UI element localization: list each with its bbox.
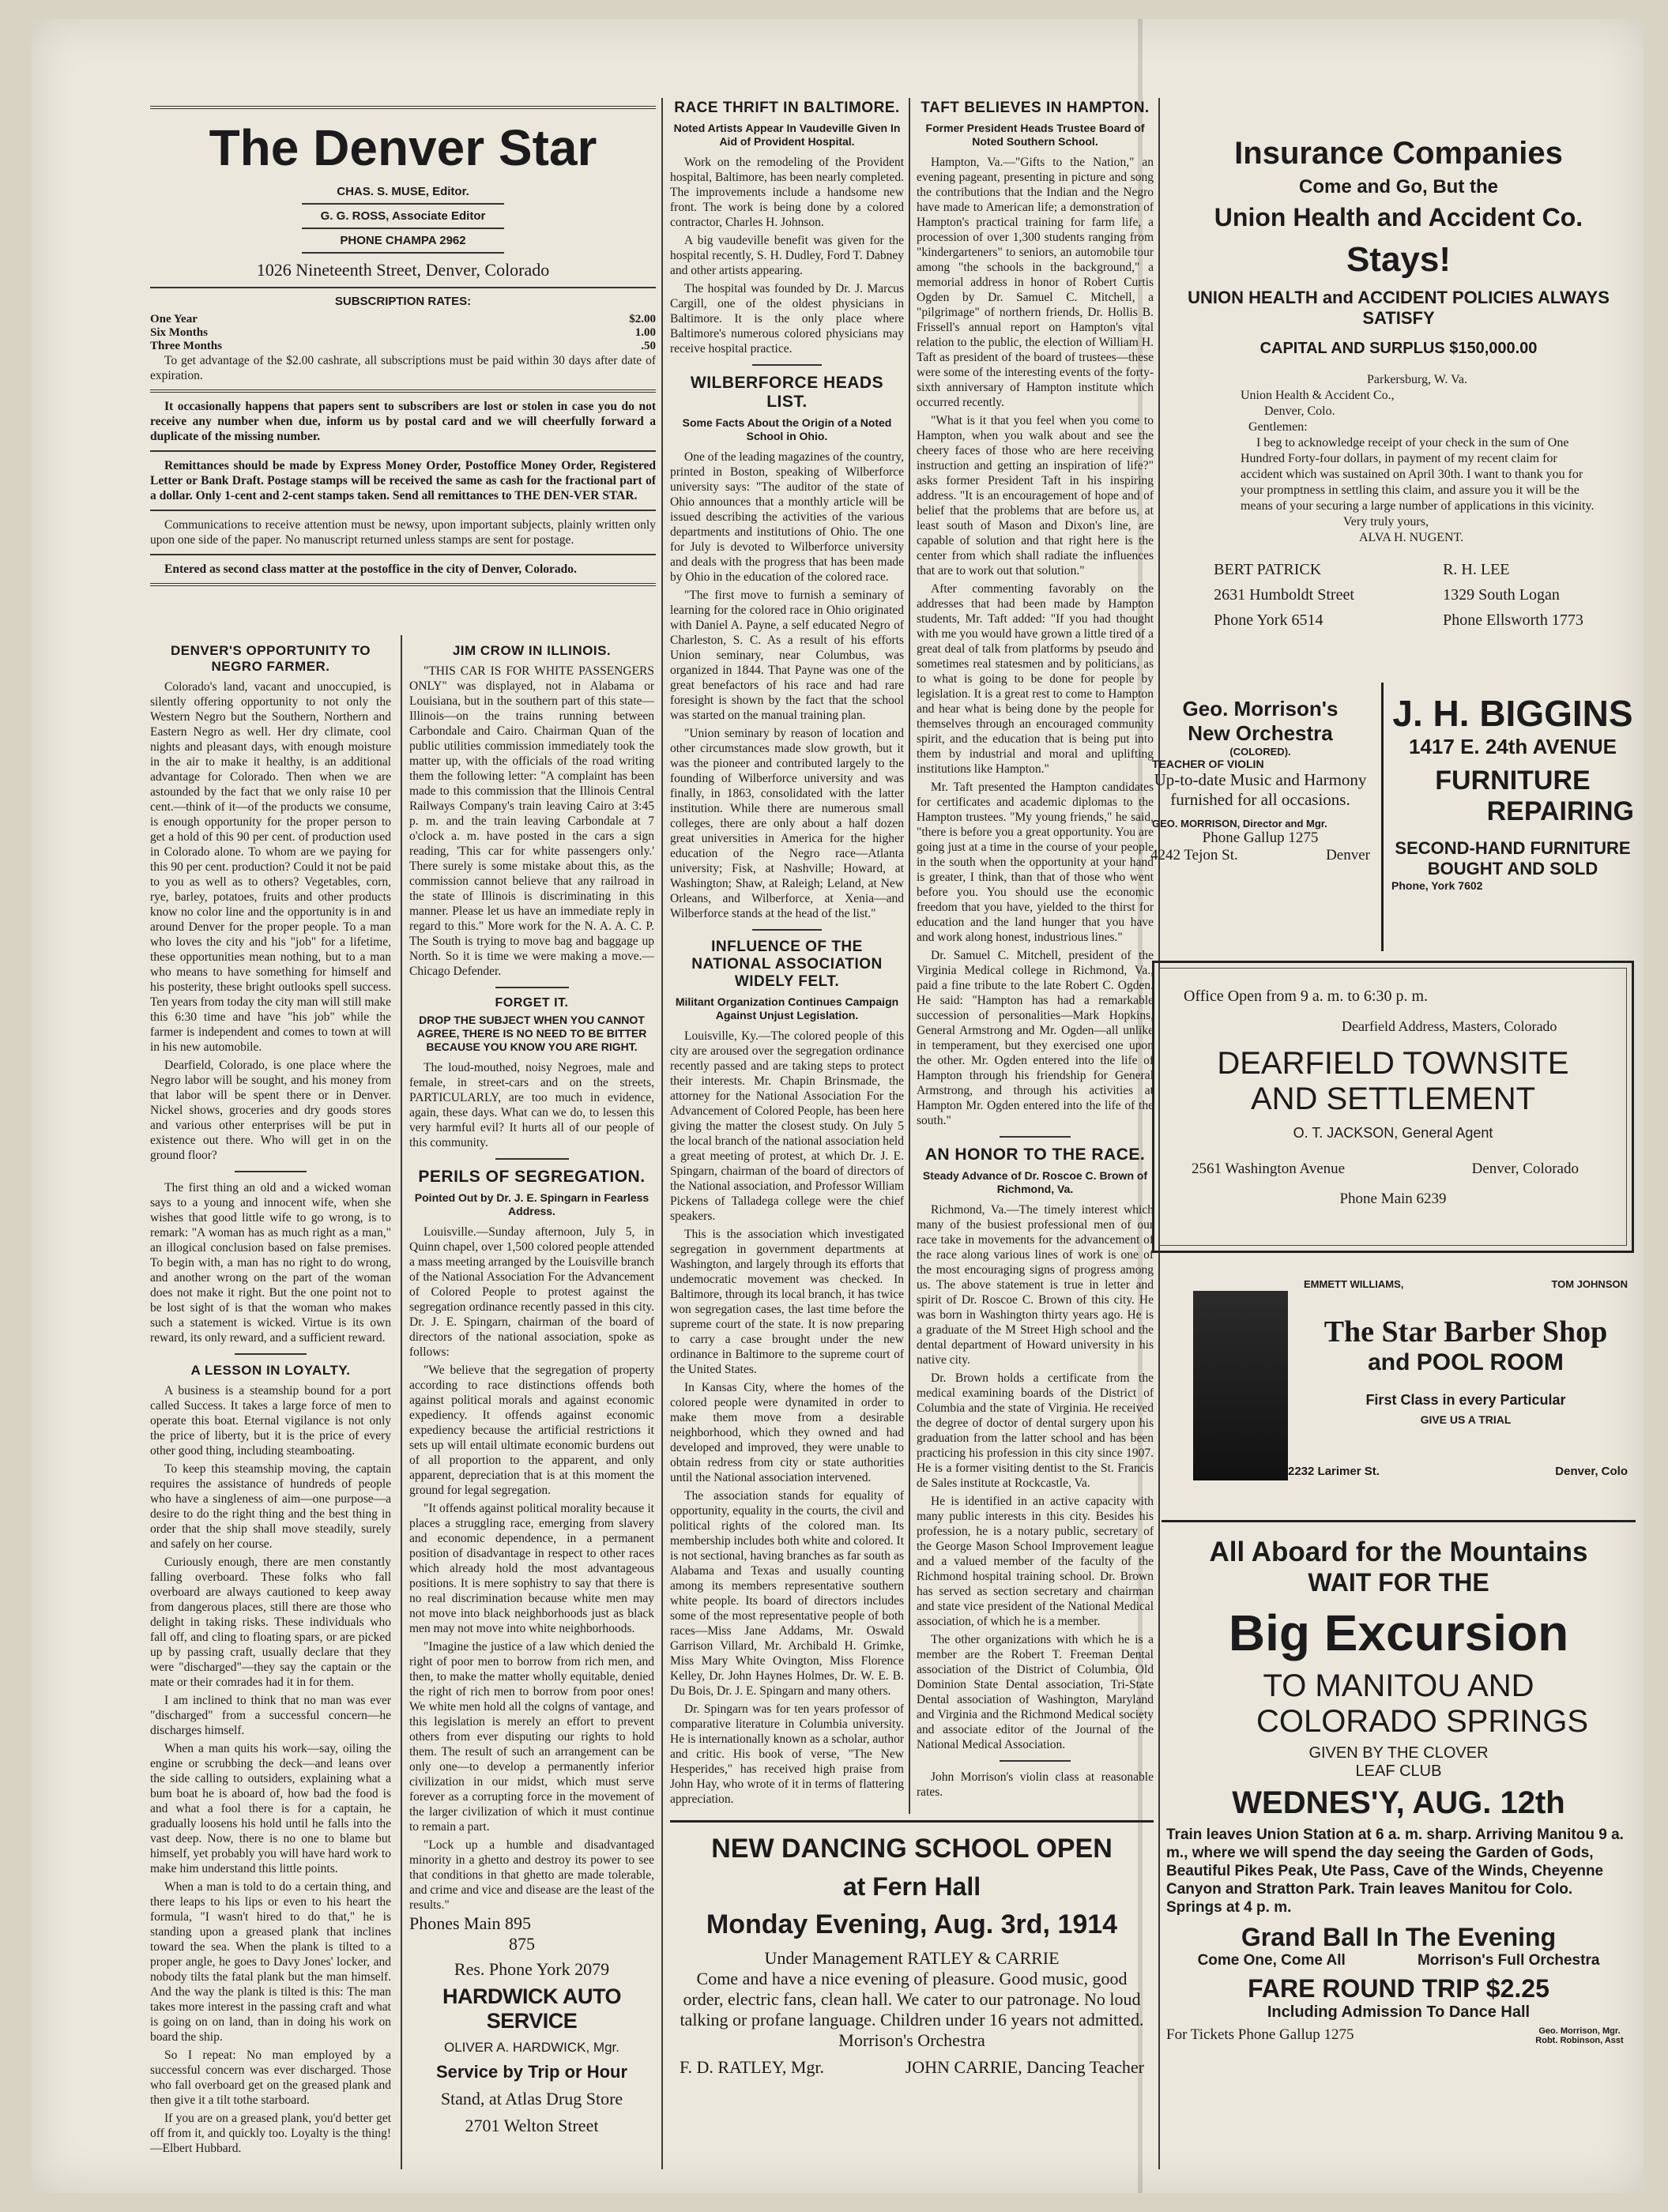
ad-line-row — [1162, 1952, 1636, 1969]
article-title: JIM CROW IN ILLINOIS. — [452, 643, 612, 658]
article-paragraph: Dr. Samuel C. Mitchell, president of the Virginia Medical college in Richmond, Va., paid a fine tribute to the late Robert C. Ogden. He said: "Hampton has had a remarkable succession of personalities—Mark Hopkins, General Armstrong and Mr. Ogden—all unlike in temperament, but they exercised one upon the other. Mr. Ogden entered into the life of Hampton through his friendship for General Armstrong, and through his activities at Hampton Mr. Ogden entered into the life of the south." — [917, 949, 1154, 1127]
ad-footer — [1192, 1161, 1579, 1178]
agent-name: BERT PATRICK — [1214, 561, 1322, 578]
article-paragraph: After commenting favorably on the addresses that had been made by Hampton students, Mr. Taft added: "If you had thought with me you would have grown a little tired of a great deal of talk from platforms by pseudo and sometimes real statesmen and by politicians, as to what is going to be done for people by legislation. It is a great rest to come to Hampton and hear what is being done by the people for themselves through an encouraged community spirit, and the education that is being put into them by industrial and moral and uplifting institutions like Hampton." — [917, 582, 1154, 776]
masthead-phone: PHONE CHAMPA 2962 — [340, 234, 466, 247]
insurance-ad — [1169, 106, 1628, 659]
ad-agent: O. T. JACKSON, General Agent — [1293, 1125, 1493, 1141]
column-1 — [150, 635, 391, 2169]
ad-owners — [1304, 1278, 1628, 1290]
ad-line: LEAF CLUB — [1355, 1762, 1442, 1780]
article-paragraph: The other organizations with which he is a member are the Robert T. Freeman Dental association of the District of Columbia, Old Dominion State Dental association, Tri-State Dental association of Washington, Maryland and Virginia and the Richmond Medical society and associate editor of the Journal of the National Medical Association. — [917, 1633, 1154, 1751]
ad-details: Train leaves Union Station at 6 a. m. sharp. Arriving Manitou 9 a. m., where we will spend the day seeing the Garden of Gods, Beautiful Pikes Peak, Ute Pass, Cave of the Winds, Cheyenne Canyon and Stratton Park. Train leaves Manitou for Colo. Springs at 4 p. m. — [1166, 1826, 1624, 1916]
column-rule — [909, 98, 910, 1814]
article-paragraph: "Lock up a humble and disadvantaged minority in a ghetto and destroy its power to see that conditions in that ghetto are made tolerable, and crime and vice and disease are the least of the results." — [409, 1838, 654, 1912]
ad-title: Insurance Companies — [1234, 136, 1563, 171]
letter-body: I beg to acknowledge receipt of your check in the sum of One Hundred Forty-four dollars, in payment of my recent claim for accident which was sustained on April 30th. I want to thank you for your promptness in settling this claim, and assure you it will be the means of your securing a large number of applications in this vicinity. — [1241, 436, 1595, 513]
ad-phone: Phone Main 6239 — [1339, 1191, 1447, 1207]
article-paragraph: "What is it that you feel when you come to Hampton, when you walk about and see the cheery faces of those who are here receiving instruction and getting an inspiration of life?" asks former President Taft in his inspiring address. "It is an encouragement of hope and of belief that the problems that are before us, at least south of Mason and Dixon's line, are capable of solution and that right here is the center from which shall radiate the influences that are to work out that solution." — [917, 414, 1154, 577]
ad-colored: (COLORED). — [1229, 746, 1291, 758]
ad-phone: Phone Gallup 1275 — [1202, 830, 1319, 846]
ad-managers: Geo. Morrison, Mgr. Robt. Robinson, Asst — [1535, 2026, 1624, 2045]
article-paragraph: A big vaudeville benefit was given for the hospital recently, S. H. Dudley, Ford T. Dabney and other artists appearing. — [670, 234, 904, 277]
ad-line: All Aboard for the Mountains — [1209, 1537, 1588, 1567]
ad-line: WAIT FOR THE — [1308, 1568, 1489, 1597]
column-3 — [670, 98, 904, 1814]
ad-city: Denver, Colo — [1555, 1465, 1628, 1478]
notice-lost-papers: It occasionally happens that papers sent to subscribers are lost or stolen in case you do not receive any number when due, inform us by postal card and we will cheerfully forward a duplicate of the missing number. — [150, 400, 656, 443]
ad-company: Union Health and Accident Co. — [1214, 203, 1583, 231]
agent-address: 1329 South Logan — [1443, 586, 1560, 604]
article-paragraph: Dr. Spingarn was for ten years professor of comparative literature in Columbia university. He is internationally known as a scholar, author and critic. His book of verse, "The New Hesperides," has received high praise from John Hay, who wrote of it in terms of flattering appreciation. — [670, 1702, 904, 1806]
ad-fare: FARE ROUND TRIP $2.25 — [1248, 1974, 1549, 2003]
agent-phone: Phone Ellsworth 1773 — [1443, 611, 1583, 629]
agent-name: R. H. LEE — [1443, 561, 1510, 578]
article-title: PERILS OF SEGREGATION. — [418, 1168, 646, 1186]
ad-director: GEO. MORRISON, Director and Mgr. — [1152, 818, 1327, 830]
ad-service: Service by Trip or Hour — [435, 2062, 628, 2082]
notice-communications: Communications to receive attention must be newsy, upon important subjects, plainly written only upon one side of the paper. No manuscript returned unless stamps are sent for postage. — [150, 518, 656, 547]
ad-business-name: HARDWICK AUTO SERVICE — [442, 1984, 621, 2033]
article-title: WILBERFORCE HEADS LIST. — [690, 374, 884, 411]
ad-teacher: JOHN CARRIE, Dancing Teacher — [905, 2057, 1144, 2077]
article-subtitle: Militant Organization Continues Campaign Against Unjust Legislation. — [675, 995, 899, 1021]
article-paragraph: The loud-mouthed, noisy Negroes, male and female, in street-cars and on the streets, PARTICULARLY, are too much in evidence, again, these days. What can we do, to lessen this very harmful evil? It hurts all of our people of this community. — [409, 1061, 654, 1149]
ad-address: 4242 Tejon St. — [1150, 847, 1238, 863]
ad-owner: EMMETT WILLIAMS, — [1304, 1278, 1404, 1290]
rate-row: Three Months .50 — [150, 340, 656, 352]
ad-line: BOUGHT AND SOLD — [1427, 859, 1598, 878]
article-paragraph: The first thing an old and a wicked woman says to a young and innocent wife, when she wishes that good little wife to go wrong, is to remark: "A woman has as much right as a man," an illogical conclusion based on false premises. To begin with, a man has no right to do wrong, and another wrong on the part of the woman does not make it right. But the one point not to be lost sight of is that the woman who makes such a statement is wicked. Virtue is its own reward, its only reward, and a sufficient reward. — [150, 1181, 391, 1345]
ad-line: NEW DANCING SCHOOL OPEN — [711, 1834, 1113, 1864]
letter-to: Union Health & Accident Co., — [1241, 389, 1395, 402]
entered-note: Entered as second class matter at the postoffice in the city of Denver, Colorado. — [164, 562, 577, 576]
article-title: INFLUENCE OF THE NATIONAL ASSOCIATION WIDELY FELT. — [691, 939, 883, 990]
ad-footer — [1162, 2022, 1636, 2045]
article-title: A LESSON IN LOYALTY. — [190, 1363, 351, 1378]
ad-title: J. H. BIGGINS — [1392, 693, 1633, 734]
article-paragraph: When a man quits his work—say, oiling the engine or scrubbing the deck—and leans over the side calling to outsiders, explaining what a bum boat he is aboard of, how bad the food is and what a fool there is for a captain, he gradually loosens his hold until he falls into the vast deep. Now, there is no one to blame but himself, yet probably you will have hard work to make him understand this little points. — [150, 1742, 391, 1875]
rates-note: To get advantage of the $2.00 cashrate, all subscriptions must be paid within 30 days after date of expiration. — [150, 354, 656, 382]
masthead-title: The Denver Star — [209, 119, 597, 176]
ad-address: 2232 Larimer St. — [1288, 1465, 1380, 1478]
ad-line: at Fern Hall — [842, 1872, 981, 1901]
dearfield-ad — [1152, 961, 1634, 1253]
ad-street: 2561 Washington Avenue — [1192, 1161, 1346, 1177]
article-paragraph: Louisville.—Sunday afternoon, July 5, in Quinn chapel, over 1,500 colored people attended a mass meeting arranged by the Louisville branch of the National Association For the Advancement of Colored People to protest against the segregation ordinance recently passed in this city. Dr. J. E. Spingarn, chairman of the board of directors of the national association, spoke as follows: — [409, 1225, 654, 1359]
article-paragraph: "Imagine the justice of a law which denied the right of poor men to borrow from rich men, and then, to make the matter wholly equitable, denied the right of rich men to borrow from poor ones! We white men hold all the colgns of vantage, and this legislation is merely an effort to prevent others from ever disputing our rights to hold them. The result of such an arrangement can be only one—to develop a permanently inferior civilization in our midst, which must serve forever as a corrupting force in the movement of the larger civilization of which it must continue to remain a part. — [409, 1640, 654, 1834]
article-paragraph: Louisville, Ky.—The colored people of this city are aroused over the segregation ordinance recently passed and are taking steps to protect their interests. Mr. Chapin Brinsmade, the attorney for the National Association For the Advancement of Colored People, has been here giving the matter the closest study. On July 5 the local branch of the national association held a great meeting of protest, at which Dr. J. E. Spingarn, chairman of the board of directors of the National association, and Professor William Pickens of Talladega college were the chief speakers. — [670, 1029, 904, 1223]
ad-city: Denver — [1326, 847, 1370, 863]
masthead-address: 1026 Nineteenth Street, Denver, Colorado — [256, 260, 550, 280]
article-title: AN HONOR TO THE RACE. — [924, 1146, 1146, 1164]
article-paragraph: Richmond, Va.—The timely interest which many of the busiest professional men of our race take in movements for the advancement of the race along various lines of work is one of the most encouraging signs of progress among us. The above statement is true in letter and spirit of Dr. Roscoe C. Brown of this city. He was born in Washington thirty years ago. He is a graduate of the M Street High school and the dental department of Howard university in his native city. — [917, 1203, 1154, 1367]
article-paragraph: Dr. Brown holds a certificate from the medical examining boards of the District of Columbia and the state of Virginia. He received the degree of doctor of dental surgery upon his graduation from the latter school and has been practicing his profession in this city since 1907. He is a former visiting dentist to the St. Francis de Sales institute at Rockcastle, Va. — [917, 1371, 1154, 1490]
ad-title: The Star Barber Shop — [1323, 1315, 1608, 1349]
ad-title: New Orchestra — [1188, 721, 1333, 745]
rates-title: SUBSCRIPTION RATES: — [334, 295, 472, 308]
ad-address: 2701 Welton Street — [465, 2116, 599, 2135]
barber-photo — [1193, 1291, 1288, 1480]
article-paragraph: This is the association which investigated segregation in government departments at Washington, and largely through its efforts that undemocratic movement was checked. In Baltimore, through its local branch, it has twice won segregation cases, the last time before the supreme court of the state. It is now preparing to carry a case brought under the new ordinance in Baltimore to the supreme court of the United States. — [670, 1228, 904, 1376]
article-paragraph: "The first move to furnish a seminary of learning for the colored race in Ohio originated with Daniel A. Payne, a self educated Negro of Charleston, S. C. As a result of his efforts Union seminary, near Columbus, was organized in 1844. That Payne was one of the great benefactors of his race and had rare foresight is shown by the fact that the school was started on the manual training plan. — [670, 589, 904, 722]
rate-row: Six Months 1.00 — [150, 326, 656, 339]
ad-phones-2: 875 — [509, 1934, 535, 1954]
ad-title: Geo. Morrison's — [1182, 697, 1339, 720]
article-paragraph: Curiously enough, there are men constantly falling overboard. These folks who fall overboard are always cautioned to keep away from dangerous places, still there are those who delight in taking risks. These individuals who fall off, and cling to floating spars, or are picked up by passing craft, usually declare that they were "discharged"—they say the captain or the mate or their comrades had it in for them. — [150, 1556, 391, 1689]
article-paragraph: Dearfield, Colorado, is one place where the Negro labor will be sought, and his money from that labor will be spent there or in Denver. Nickel shows, groceries and dry goods stores and various other enterprises will be put in existence out there. Who will get in on the ground floor? — [150, 1059, 391, 1162]
article-subtitle: Noted Artists Appear In Vaudeville Given In Aid of Provident Hospital. — [673, 122, 901, 148]
ad-phone: Phone, York 7602 — [1391, 879, 1483, 892]
agent-address: 2631 Humboldt Street — [1214, 586, 1354, 604]
ad-footer — [1288, 1465, 1628, 1478]
ad-title: DEARFIELD TOWNSITE — [1217, 1046, 1569, 1081]
article-paragraph: "Union seminary by reason of location and other circumstances made slow growth, but it was the pioneer and contributed largely to the founding of Wilberforce university and was finally, in 1863, consolidated with the latter institution. While there are numerous small colleges, there are only about a half dozen great universities in America for the higher education of the Negro race—Atlanta university; Fisk, at Nashville; Howard, at Washington; Shaw, at Raleigh; Leland, at New Orleans, and Wilberforce, at Xenia—and Wilberforce stands at the head of the list." — [670, 727, 904, 920]
article-subtitle: Pointed Out by Dr. J. E. Spingarn in Fearless Address. — [414, 1191, 650, 1217]
ad-manager: F. D. RATLEY, Mgr. — [680, 2057, 825, 2077]
hardwick-auto-ad — [409, 1907, 654, 2168]
ad-agents — [1169, 557, 1628, 633]
article-paragraph: When a man is told to do a certain thing, and there leaps to his lips or even to his heart the formula, "I wasn't hired to do that," he is standing upon a greased plank that inclines toward the sea. When the plank is tilted to a proper angle, he goes to Davy Jones' locker, and nobody tilts the fatal plank but the man himself. And the way the plank is tilted is this: The man takes more interest in the passing craft and what is going on on land, than in doing his work on board the ship. — [150, 1880, 391, 2044]
letter-close: Very truly yours, — [1343, 515, 1429, 529]
article-paragraph: So I repeat: No man employed by a successful concern was ever discharged. Those who fall overboard get on the greased plank and then give it a tilt tothe starboard. — [150, 2048, 391, 2107]
masthead-editor: CHAS. S. MUSE, Editor. — [337, 185, 469, 198]
ad-stays: Stays! — [1346, 240, 1451, 279]
letter-sign: ALVA H. NUGENT. — [1359, 531, 1464, 544]
article-paragraph: In Kansas City, where the homes of the colored people were dynamited in order to make them move from a desirable neighborhood, which they owned and had developed and improved, they were unable to obtain redress from city or state authorities until the National association intervened. — [670, 1381, 904, 1484]
article-title: FORGET IT. — [495, 996, 569, 1010]
dancing-school-ad — [670, 1820, 1154, 2168]
ad-line: Come One, Come All — [1197, 1952, 1346, 1969]
column-rule — [401, 635, 402, 2169]
ad-line: Grand Ball In The Evening — [1241, 1923, 1557, 1951]
article-paragraph: Colorado's land, vacant and unoccupied, is silently offering opportunity to not only the Western Negro but the Southern, Northern and Eastern Negro as well. Her dry climate, cool nights and pleasant days, with enough moisture in the air to make it healthy, is an additional advantage for Colorado. Then when we are astounded by the fact that we only raise 10 per cent.—think of it—of the products we consume, is enough opportunity for the proper person to get a hold of this 90 per cent. of production used in Colorado alone. To whom are we paying for this 90 per cent. production? Could it not be paid to you as well as to others? Vegetables, corn, rye, barley, potatoes, fruits and other products know no color line and the opportunity is in and around Denver for the proper people. To a man who loves the city and his "job" for a lifetime, these opportunities mean nothing, but to a man who means to have something for himself and his posterity, these bright outlooks spell success. Ten years from today the city man will still make this 6:30 time and have "his job" while the farmer is independent and comes to town at will in his new automobile. — [150, 680, 391, 1054]
article-subtitle: Steady Advance of Dr. Roscoe C. Brown of Richmond, Va. — [922, 1169, 1148, 1195]
ad-sub: Come and Go, But the — [1299, 176, 1498, 198]
ad-line: Big Excursion — [1228, 1604, 1569, 1661]
notice-remittances: Remittances should be made by Express Money Order, Postoffice Money Order, Registered Letter or Bank Draft. Postage stamps will be received the same as cash for the fractional part of a dollar. Only 1-cent and 2-cent stamps taken. Send all remittances to THE DEN-VER STAR. — [150, 459, 656, 502]
ad-line: Up-to-date Music and Harmony furnished for all occasions. — [1154, 770, 1367, 809]
biggins-furniture-ad — [1381, 683, 1642, 951]
article-title: TAFT BELIEVES IN HAMPTON. — [921, 100, 1150, 116]
article-paragraph: Hampton, Va.—"Gifts to the Nation," an evening pageant, presenting in picture and song the contributions that the Indian and the Negro have made to American life; a demonstration of Hampton's practical training for farm life, a procession of over 1,300 students ranging from "kindergarteners" to seniors, an automobile tour among "the schools in the background," a memorial address in honor of Robert Curtis Ogden by Dr. Samuel C. Mitchell, a "pilgrimage" of northern friends, Dr. Hollis B. Frissell's annual report on Hampton's vital relation to the public, the election of William H. Taft as president of the board of trustees—these were some of the interesting events of the forty-sixth anniversary of Hampton institute which occurred recently. — [917, 156, 1154, 409]
ad-sub: and POOL ROOM — [1368, 1349, 1564, 1375]
letter-place: Parkersburg, W. Va. — [1367, 373, 1467, 386]
ad-slogan: UNION HEALTH and ACCIDENT POLICIES ALWAYS SATISFY — [1188, 288, 1610, 328]
ad-phones: Phones Main 895 — [409, 1913, 531, 1933]
article-paragraph: "THIS CAR IS FOR WHITE PASSENGERS ONLY" was displayed, not in Alabama or Louisiana, but in the southern part of this state—Illinois—on the trains running between Carbondale and Cairo. Chairman Quan of the public utilities commission immediately took the matter up, with the officials of the road writing them the following letter: "A complaint has been made to this commission that the Illinois Central Railways Company's train leaving Cairo at 3:45 p. m. and the train leaving Carbondale at 7 o'clock a. m. have posted in the cars a sign reading, 'This car for white passengers only.' There surely is some mistake about this, as the commission cannot believe that any railroad in the state of Illinois is discriminating in this manner. Please let us have an immediate reply in regard to this." More work for the N. A. A. C. P. The South is trying to move bag and baggage up North. So it is time we were making a move.—Chicago Defender. — [409, 664, 654, 978]
ad-body — [1296, 1315, 1636, 1426]
barber-shop-ad — [1169, 1267, 1636, 1504]
article-subtitle: DROP THE SUBJECT WHEN YOU CANNOT AGREE, THERE IS NO NEED TO BE BITTER BECAUSE YOU KNOW YOU ARE RIGHT. — [416, 1014, 647, 1053]
ad-address: 1417 E. 24th AVENUE — [1409, 735, 1617, 758]
letter-to: Denver, Colo. — [1264, 404, 1335, 418]
article-title: RACE THRIFT IN BALTIMORE. — [674, 100, 900, 116]
article-paragraph: The association stands for equality of opportunity, equality in the courts, the civil and political rights of the colored man. Its membership includes both white and colored. It is not sectional, having branches as far south as Alabama and Texas and usually counting among its members representative southern white people. Its board of directors includes some of the most representative people of both races—Miss Jane Addams, Mr. Oswald Garrison Villard, Mr. Archibald H. Grimke, Miss Mary White Ovington, Miss Florence Kelley, Dr. John Haynes Holmes, Dr. W. E. B. Du Bois, Dr. J. E. Spingarn and many others. — [670, 1489, 904, 1698]
ad-owner: TOM JOHNSON — [1551, 1278, 1628, 1290]
article-subtitle: Former President Heads Trustee Board of Noted Southern School. — [925, 122, 1145, 148]
ad-tickets: For Tickets Phone Gallup 1275 — [1166, 2026, 1354, 2043]
ad-stand: Stand, at Atlas Drug Store — [440, 2089, 623, 2109]
ad-address-line: Dearfield Address, Masters, Colorado — [1342, 1018, 1557, 1034]
article-paragraph: Work on the remodeling of the Provident hospital, Baltimore, has been nearly completed. The improvements include a handsome new front. The work is being done by a colored contractor, Charles H. Johnson. — [670, 156, 904, 229]
article-paragraph: "It offends against political morality because it places a struggling race, emerging from slavery and economic dependence, in a permanent position of disadvantage in respect to other races which already hold the most advantageous positions. It is mere sophistry to say that there is no real discrimination because white men may not move into black neighborhoods just as black men may not move into white neighborhoods. — [409, 1502, 654, 1635]
ad-line: FURNITURE — [1435, 766, 1591, 796]
newspaper-page — [32, 19, 1644, 2193]
ad-line: Including Admission To Dance Hall — [1267, 2003, 1531, 2021]
letter-salute: Gentlemen: — [1248, 420, 1308, 434]
article-title: DENVER'S OPPORTUNITY TO NEGRO FARMER. — [171, 643, 371, 674]
ad-tag: First Class in every Particular — [1365, 1392, 1566, 1408]
excursion-ad — [1162, 1520, 1636, 2168]
column-4 — [917, 98, 1154, 1814]
masthead-associate: G. G. ROSS, Associate Editor — [320, 209, 486, 223]
article-paragraph: He is identified in an active capacity with many public interests in this city. Besides his profession, he is a notary public, secretary of the George Mason School Improvement league and a valued member of the faculty of the Richmond hospital training school. Dr. Brown has served as section secretary and chairman and state vice president of the National Medical association, of which he is a member. — [917, 1495, 1154, 1628]
ad-line: GIVEN BY THE CLOVER — [1308, 1744, 1489, 1762]
column-2 — [409, 635, 654, 1956]
ad-teacher: TEACHER OF VIOLIN — [1152, 758, 1264, 770]
rate-row: One Year $2.00 — [150, 313, 656, 325]
ad-office-hours: Office Open from 9 a. m. to 6:30 p. m. — [1184, 988, 1429, 1005]
agent-phone: Phone York 6514 — [1214, 611, 1323, 629]
ad-footer — [1146, 847, 1375, 864]
ad-city: Denver, Colorado — [1471, 1161, 1579, 1177]
orchestra-ad — [1146, 675, 1375, 943]
ad-line: TO MANITOU AND — [1263, 1668, 1534, 1703]
ad-line: Come and have a nice evening of pleasure. Good music, good order, electric fans, clean hall. We cater to our patronage. No loud talking or profane language. Children under 16 years not admitted. Morrison's Orchestra — [680, 1969, 1144, 2050]
ad-footer — [670, 2051, 1154, 2084]
article-paragraph: Mr. Taft presented the Hampton candidates for certificates and academic diplomas to the Hampton trustees. "My young friends," he said, "there is before you a great opportunity. You are going just at a time in the course of your people in the south when the opportunity at your hand is greater, I think, than that of those who went before you. You should use the economic freedom that you have, yielded to the thirst for education and the land hunger that you have and work along honest, industrious lines." — [917, 781, 1154, 944]
ad-title: AND SETTLEMENT — [1250, 1082, 1536, 1116]
article-paragraph: I am inclined to think that no man was ever "discharged" from a successful concern—he discharges himself. — [150, 1694, 391, 1737]
article-paragraph: To keep this steamship moving, the captain requires the assistance of hundreds of people who have a singleness of aim—one purpose—a desire to do the right thing and the best thing in order that the ship shall move steadily, surely and safely on her course. — [150, 1462, 391, 1551]
ad-letter — [1169, 372, 1628, 546]
ad-line: Under Management RATLEY & CARRIE — [764, 1948, 1060, 1968]
violin-note: John Morrison's violin class at reasonable rates. — [917, 1770, 1154, 1799]
article-paragraph: If you are on a greased plank, you'd better get off from it, and quickly too. Loyalty is the thing!—Elbert Hubbard. — [150, 2112, 391, 2155]
ad-trial: GIVE US A TRIAL — [1420, 1413, 1512, 1426]
article-paragraph: One of the leading magazines of the country, printed in Boston, speaking of Wilberforce university says: "The auditor of the state of Ohio announces that a monthly article will be issued describing the activities of the various departments and institutions of Ohio. The one for July is devoted to Wilberforce university and deals with the progress that has been made by Ohio in the education of the colored race. — [670, 450, 904, 584]
article-paragraph: The hospital was founded by Dr. J. Marcus Cargill, one of the oldest physicians in Baltimore. It is the only place where Baltimore's numerous colored physicians may receive hospital practice. — [670, 282, 904, 356]
article-paragraph: "We believe that the segregation of property according to race distinctions offends both against political morals and against economic expediency. It offends against economic expediency because the artificial restrictions it sets up will entail ultimate economic burdens out of all proportion to the apparent, and only apparent, depreciation that is at this moment the ground for legal segregation. — [409, 1364, 654, 1497]
ad-owner: OLIVER A. HARDWICK, Mgr. — [444, 2040, 619, 2055]
column-rule — [661, 98, 663, 2169]
ad-line: COLORADO SPRINGS — [1256, 1704, 1589, 1739]
ad-res-phone: Res. Phone York 2079 — [454, 1959, 610, 1979]
ad-capital: CAPITAL AND SURPLUS $150,000.00 — [1259, 340, 1538, 357]
article-subtitle: Some Facts About the Origin of a Noted School in Ohio. — [682, 416, 892, 442]
ad-line: Morrison's Full Orchestra — [1417, 1952, 1600, 1969]
ad-line: REPAIRING — [1486, 796, 1634, 826]
ad-date: WEDNES'Y, AUG. 12th — [1232, 1785, 1565, 1820]
article-paragraph: A business is a steamship bound for a port called Success. It takes a large force of men to operate this boat. Eternal vigilance is not only the price of liberty, but it is the price of every other good thing, including steamboating. — [150, 1384, 391, 1458]
ad-line: Monday Evening, Aug. 3rd, 1914 — [706, 1909, 1118, 1939]
ad-line: SECOND-HAND FURNITURE — [1395, 838, 1631, 858]
